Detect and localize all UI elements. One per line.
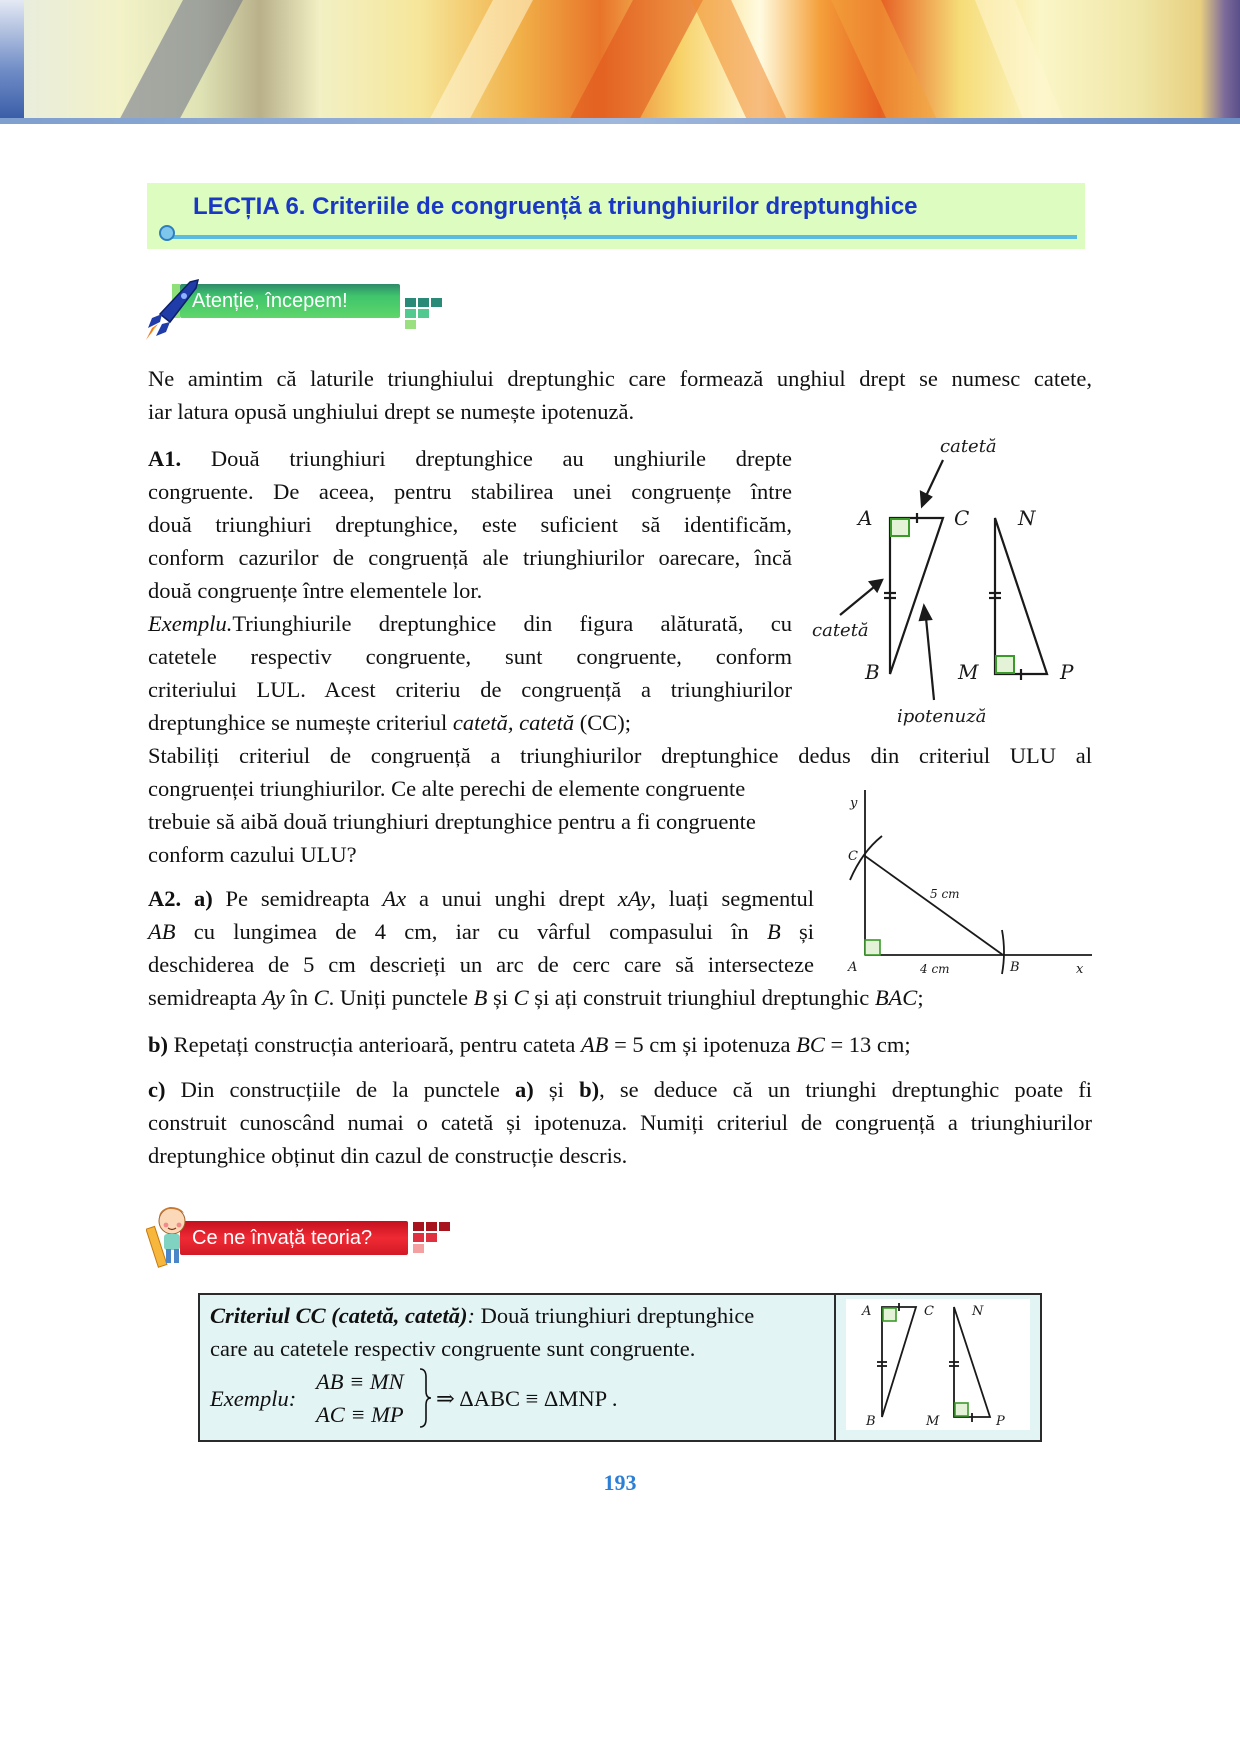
a1-question-line: conform cazului ULU?	[148, 842, 357, 867]
theory-text-line: care au catetele respectiv congruente sunt congruente.	[210, 1336, 696, 1361]
decorative-squares	[405, 298, 445, 338]
decorative-squares	[413, 1222, 453, 1262]
vertex-label: M	[926, 1414, 940, 1429]
a1-text-line: conform cazurilor de congruență ale triunghiurilor oarecare, încă	[148, 545, 792, 570]
banner-stripe	[691, 0, 789, 124]
congruence-equation: AB ≡ MN	[316, 1369, 404, 1394]
intro-line: iar latura opusă unghiului drept se numește ipotenuză.	[148, 399, 635, 424]
label-leg-left: catetă	[812, 620, 869, 641]
part-label: c)	[148, 1077, 166, 1102]
vertex-label: M	[958, 660, 979, 684]
vertex-label: A	[862, 1304, 872, 1319]
banner-left-edge	[0, 0, 24, 118]
exercise-a1	[148, 442, 792, 739]
a1-question-line: trebuie să aibă două triunghiuri dreptunghice pentru a fi congruente	[148, 809, 756, 834]
exercise-a2: A2. a) Pe semidreapta Ax a unui unghi drept xAy, luați segmentul AB cu lungimea de 4 cm, iar cu vârful compasului în B și deschiderea de 5 cm descrieți un arc de cerc care să intersecteze	[148, 882, 814, 981]
vertex-label: A	[848, 960, 858, 975]
vertex-label: P	[1060, 660, 1074, 684]
example-text-line: Triunghiurile dreptunghice din figura alăturată, cu	[232, 611, 792, 636]
example-label: Exemplu.	[148, 611, 233, 636]
right-angle-marker	[891, 519, 909, 536]
a2-c-line: dreptunghice obținut din cazul de construcție descris.	[148, 1143, 628, 1168]
theory-box	[198, 1293, 1042, 1442]
example-text-line: catetele respectiv congruente, sunt congruente, conform	[148, 644, 792, 669]
right-angle-marker	[996, 656, 1014, 673]
banner-bottom-bar	[0, 118, 1240, 124]
triangle-abc	[882, 1307, 916, 1417]
triangle-mnp	[954, 1307, 990, 1417]
congruence-result: ⇒ ΔABC ≡ ΔMNP .	[436, 1386, 618, 1411]
vertex-label: C	[954, 506, 970, 530]
arrow-hypotenuse	[926, 618, 934, 700]
right-angle-marker	[883, 1308, 896, 1321]
rocket-icon	[142, 278, 202, 344]
badge-start-label: Atenție, începem!	[180, 284, 400, 318]
banner-stripe	[117, 0, 243, 124]
exercise-label: A1.	[148, 446, 182, 471]
triangle-mnp	[995, 518, 1047, 674]
kid-with-pencil-icon	[146, 1201, 196, 1271]
a2-c-line: construit cunoscând numai o catetă și ipotenuza. Numiți criteriul de congruență a triunghiurilor	[148, 1110, 1092, 1135]
example-text-line: criteriului LUL. Acest criteriu de congruență a triunghiurilor	[148, 677, 792, 702]
lesson-title: LECȚIA 6. Criteriile de congruență a triunghiurilor dreptunghice	[193, 193, 918, 220]
a2-text-line: deschiderea de 5 cm descrieți un arc de cerc care să intersecteze	[148, 952, 814, 977]
section-badge-theory	[150, 1205, 470, 1249]
banner-stripe	[831, 0, 939, 124]
vertex-label: N	[1018, 506, 1036, 530]
part-label: a)	[193, 886, 213, 911]
a1-question	[148, 772, 818, 871]
section-badge-start	[150, 284, 450, 320]
vertex-label: C	[848, 849, 858, 864]
intro-line: Ne amintim că laturile triunghiului dreptunghic care formează unghiul drept se numesc catete,	[148, 366, 1092, 391]
a1-question-line: congruenței triunghiurilor. Ce alte perechi de elemente congruente	[148, 776, 746, 801]
badge-theory-label: Ce ne învață teoria?	[180, 1221, 408, 1255]
axis-label: x	[1076, 962, 1084, 977]
a2-text-line: semidreapta Ay în C. Uniți punctele B și C și ați construit triunghiul dreptunghic BAC;	[148, 985, 924, 1010]
a1-text-line: două triunghiuri dreptunghice, este suficient să identificăm,	[148, 512, 792, 537]
right-angle-marker	[865, 940, 880, 955]
vertex-label: N	[972, 1304, 984, 1319]
header-banner	[0, 0, 1240, 124]
label-leg-top: catetă	[940, 436, 997, 457]
vertex-label: P	[996, 1414, 1005, 1429]
length-label: 4 cm	[920, 962, 950, 976]
vertex-label: B	[866, 1414, 876, 1429]
intro-paragraph	[148, 362, 1092, 428]
page-number: 193	[603, 1470, 637, 1495]
vertex-label: B	[1010, 960, 1020, 975]
banner-stripe	[975, 0, 1065, 124]
figure-congruent-right-triangles	[800, 430, 1100, 730]
theory-figure-cell	[846, 1299, 1030, 1430]
a2-part-b: b) Repetați construcția anterioară, pentru cateta AB = 5 cm și ipotenuza BC = 13 cm;	[148, 1032, 911, 1057]
a1-question-line: Stabiliți criteriul de congruență a triunghiurilor dreptunghice dedus din criteriul ULU al	[148, 743, 1092, 768]
title-bullet-dot	[159, 225, 175, 241]
a1-text-line: Două triunghiuri dreptunghice au unghiurile drepte	[210, 446, 792, 471]
arrow-leg-top	[926, 460, 943, 496]
right-angle-marker	[955, 1403, 968, 1416]
arrow-leg-left	[840, 587, 874, 615]
theory-text: Criteriul CC (catetă, catetă): Două triunghiuri dreptunghice care au catetele respectiv congruente sunt congruente. Exemplu: AB ≡ MN AC ≡ MP ⇒ ΔABC ≡ ΔMNP .	[210, 1299, 826, 1431]
criterion-title: Criteriul CC (catetă, catetă)	[210, 1303, 468, 1328]
figure-construction-xay	[820, 780, 1100, 980]
criterion-name: catetă, catetă	[452, 710, 575, 735]
example-text-line: dreptunghice se numește criteriul catetă, catetă (CC);	[148, 710, 631, 735]
vertex-label: C	[924, 1304, 934, 1319]
vertex-label: A	[858, 506, 873, 530]
banner-stripe	[427, 0, 533, 124]
title-underline	[169, 235, 1077, 239]
right-brace-icon	[418, 1367, 432, 1429]
axis-label: y	[850, 796, 858, 811]
a1-text-line: două congruențe între elementele lor.	[148, 578, 483, 603]
triangle-abc	[890, 518, 943, 674]
banner-stripe	[567, 0, 703, 124]
figure-cc-triangles	[846, 1299, 1030, 1430]
a1-text-line: congruente. De aceea, pentru stabilirea unei congruențe între	[148, 479, 792, 504]
compass-arc	[1002, 930, 1004, 974]
a2-part-c: c) Din construcțiile de la punctele a) și b), se deduce că un triunghi dreptunghic poate fi construit cunoscând numai o catetă și ipotenuza. Numiți criteriul de congruență a triunghiurilor dreptunghice obținut din cazul de construcție descris.	[148, 1073, 1092, 1172]
exercise-label: A2.	[148, 886, 182, 911]
cell-divider	[834, 1295, 836, 1440]
label-hypotenuse: ipotenuză	[897, 706, 987, 727]
congruence-equation: AC ≡ MP	[316, 1402, 404, 1427]
hypotenuse-bc	[865, 856, 1003, 955]
part-label: b)	[148, 1032, 169, 1057]
vertex-label: B	[865, 660, 880, 684]
example-label: Exemplu:	[210, 1386, 297, 1411]
length-label: 5 cm	[930, 887, 960, 901]
lesson-title-box	[147, 183, 1085, 249]
theory-text-line: Două triunghiuri dreptunghice	[474, 1303, 755, 1328]
theory-example	[210, 1365, 826, 1431]
